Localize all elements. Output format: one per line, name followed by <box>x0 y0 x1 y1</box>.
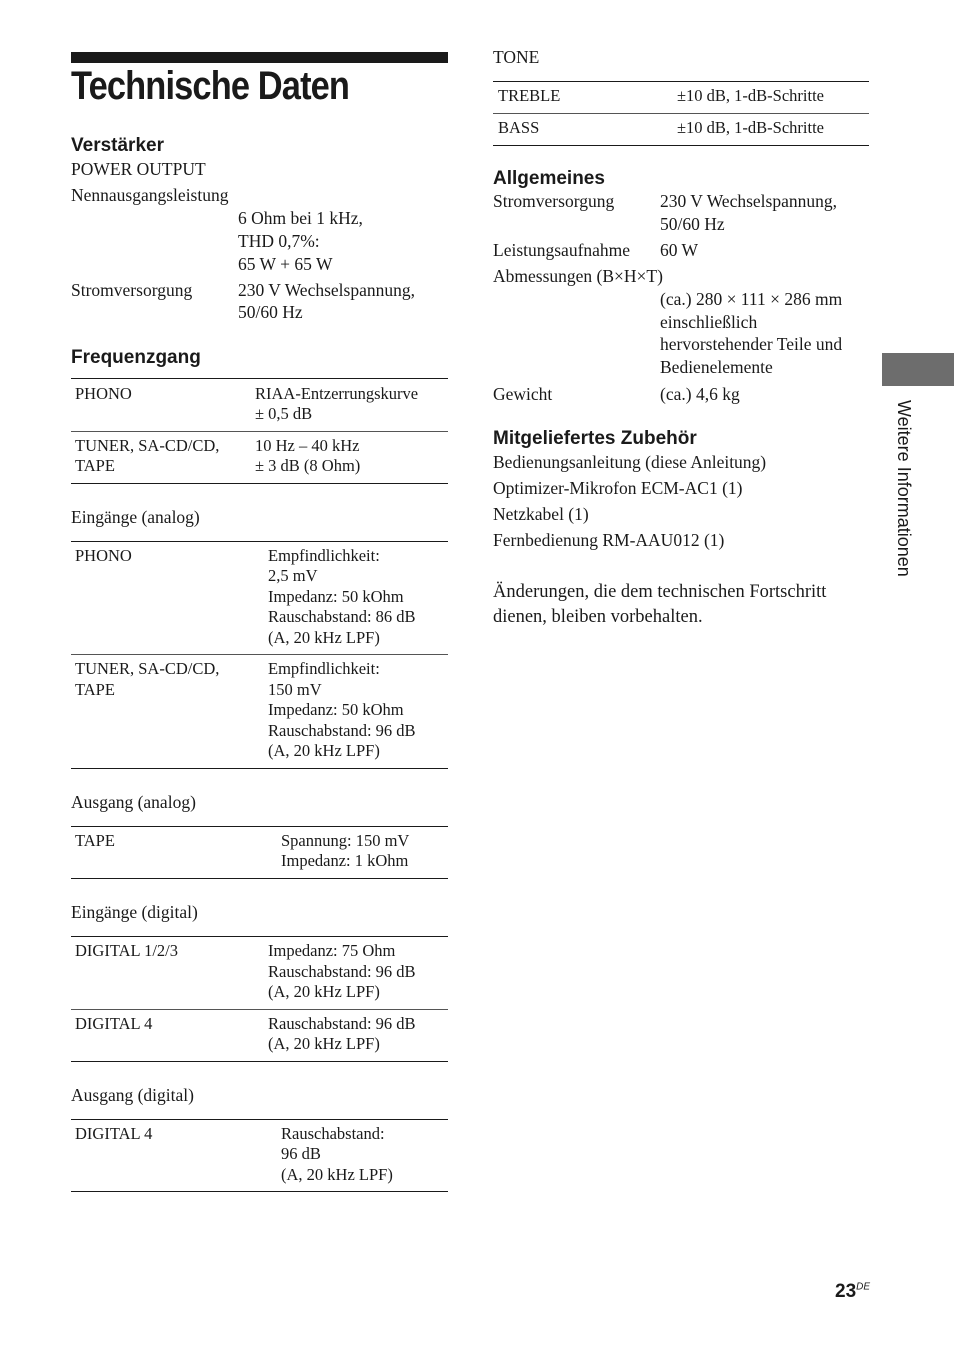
table-rule <box>71 1191 448 1192</box>
zubehoer-item: Bedienungsanleitung (diese Anleitung) <box>493 452 767 472</box>
table-cell-value: 150 mV <box>268 680 322 699</box>
table-cell-label: TUNER, SA-CD/CD, <box>75 659 220 678</box>
table-rule <box>71 878 448 879</box>
table-rule <box>71 1061 448 1062</box>
table-cell-label: TREBLE <box>498 86 561 105</box>
stromversorgung-value: 50/60 Hz <box>238 302 303 322</box>
side-tab-label: Weitere Informationen <box>894 400 914 577</box>
table-cell-label: TAPE <box>75 831 115 850</box>
nennausgangsleistung-label: Nennausgangsleistung <box>71 185 229 205</box>
table-cell-label: TAPE <box>75 680 115 699</box>
table-rule <box>493 113 869 114</box>
table-cell-value: Impedanz: 50 kOhm <box>268 587 404 606</box>
table-cell-value: (A, 20 kHz LPF) <box>268 628 380 647</box>
table-cell-value: ± 3 dB (8 Ohm) <box>255 456 361 475</box>
stromversorgung-value: 50/60 Hz <box>660 214 725 234</box>
table-cell-label: BASS <box>498 118 540 137</box>
notice-line: Änderungen, die dem technischen Fortschritt <box>493 582 827 602</box>
table-cell-label: DIGITAL 4 <box>75 1124 153 1143</box>
zubehoer-item: Netzkabel (1) <box>493 504 589 524</box>
table-rule <box>71 483 448 484</box>
table-cell-value: (A, 20 kHz LPF) <box>281 1165 393 1184</box>
table-cell-value: ±10 dB, 1-dB-Schritte <box>677 118 825 137</box>
tone-heading: TONE <box>493 47 540 67</box>
table-rule <box>71 654 448 655</box>
page-number <box>835 1281 870 1303</box>
leistungsaufnahme-label: Leistungsaufnahme <box>493 240 631 260</box>
eingaenge-analog-heading: Eingänge (analog) <box>71 507 200 527</box>
allgemeines-heading: Allgemeines <box>493 168 605 189</box>
table-cell-value: Rauschabstand: 96 dB <box>268 962 416 981</box>
table-cell-value: Rauschabstand: <box>281 1124 385 1143</box>
table-rule <box>493 81 869 82</box>
table-rule <box>71 541 448 542</box>
notice-line: dienen, bleiben vorbehalten. <box>493 607 703 627</box>
ausgang-analog-heading: Ausgang (analog) <box>71 792 196 812</box>
table-cell-value: (A, 20 kHz LPF) <box>268 1034 380 1053</box>
stromversorgung-label: Stromversorgung <box>71 280 193 300</box>
zubehoer-heading: Mitgeliefertes Zubehör <box>493 428 697 449</box>
table-cell-label: DIGITAL 1/2/3 <box>75 941 179 960</box>
table-cell-value: 2,5 mV <box>268 566 318 585</box>
table-cell-label: TAPE <box>75 456 115 475</box>
page-number-value: 23 <box>835 1281 857 1302</box>
stromversorgung-value: 230 V Wechselspannung, <box>238 280 415 300</box>
table-rule <box>493 145 869 146</box>
power-output-label: POWER OUTPUT <box>71 159 206 179</box>
table-rule <box>71 936 448 937</box>
gewicht-value: (ca.) 4,6 kg <box>660 384 740 404</box>
ausgang-digital-heading: Ausgang (digital) <box>71 1085 194 1105</box>
abmessungen-value: hervorstehender Teile und <box>660 334 843 354</box>
table-cell-value: (A, 20 kHz LPF) <box>268 741 380 760</box>
table-rule <box>71 378 448 379</box>
frequenzgang-heading: Frequenzgang <box>71 347 201 368</box>
section-tab-marker <box>882 353 954 386</box>
nenn-value-line: 6 Ohm bei 1 kHz, <box>238 208 363 228</box>
table-rule <box>71 768 448 769</box>
eingaenge-digital-heading: Eingänge (digital) <box>71 902 198 922</box>
table-cell-value: Rauschabstand: 86 dB <box>268 607 416 626</box>
nenn-value-line: THD 0,7%: <box>238 231 320 251</box>
table-cell-label: PHONO <box>75 384 132 403</box>
table-cell-value: Rauschabstand: 96 dB <box>268 1014 416 1033</box>
table-rule <box>71 826 448 827</box>
table-cell-value: (A, 20 kHz LPF) <box>268 982 380 1001</box>
table-cell-value: RIAA-Entzerrungskurve <box>255 384 419 403</box>
table-cell-value: Impedanz: 75 Ohm <box>268 941 396 960</box>
stromversorgung-label: Stromversorgung <box>493 191 615 211</box>
nenn-value-line: 65 W + 65 W <box>238 254 333 274</box>
table-rule <box>71 1119 448 1120</box>
verstaerker-heading: Verstärker <box>71 135 164 156</box>
table-cell-value: Empfindlichkeit: <box>268 546 380 565</box>
table-cell-value: Empfindlichkeit: <box>268 659 380 678</box>
leistungsaufnahme-value: 60 W <box>660 240 699 260</box>
abmessungen-value: (ca.) 280 × 111 × 286 mm <box>660 289 843 309</box>
stromversorgung-value: 230 V Wechselspannung, <box>660 191 837 211</box>
page-title: Technische Daten <box>71 64 350 108</box>
abmessungen-value: Bedienelemente <box>660 357 773 377</box>
table-cell-value: Spannung: 150 mV <box>281 831 410 850</box>
table-cell-label: PHONO <box>75 546 132 565</box>
gewicht-label: Gewicht <box>493 384 553 404</box>
title-bar <box>71 52 448 63</box>
abmessungen-label: Abmessungen (B×H×T) <box>493 266 663 286</box>
zubehoer-item: Fernbedienung RM-AAU012 (1) <box>493 530 725 550</box>
table-cell-value: 10 Hz – 40 kHz <box>255 436 360 455</box>
table-cell-label: DIGITAL 4 <box>75 1014 153 1033</box>
table-rule <box>71 431 448 432</box>
table-cell-value: Rauschabstand: 96 dB <box>268 721 416 740</box>
table-cell-value: ± 0,5 dB <box>255 404 313 423</box>
table-cell-value: Impedanz: 1 kOhm <box>281 851 409 870</box>
table-cell-label: TUNER, SA-CD/CD, <box>75 436 220 455</box>
table-cell-value: ±10 dB, 1-dB-Schritte <box>677 86 825 105</box>
table-rule <box>71 1009 448 1010</box>
table-cell-value: Impedanz: 50 kOhm <box>268 700 404 719</box>
abmessungen-value: einschließlich <box>660 312 758 332</box>
zubehoer-item: Optimizer-Mikrofon ECM-AC1 (1) <box>493 478 743 498</box>
table-cell-value: 96 dB <box>281 1144 321 1163</box>
page-number-suffix: DE <box>856 1281 871 1293</box>
